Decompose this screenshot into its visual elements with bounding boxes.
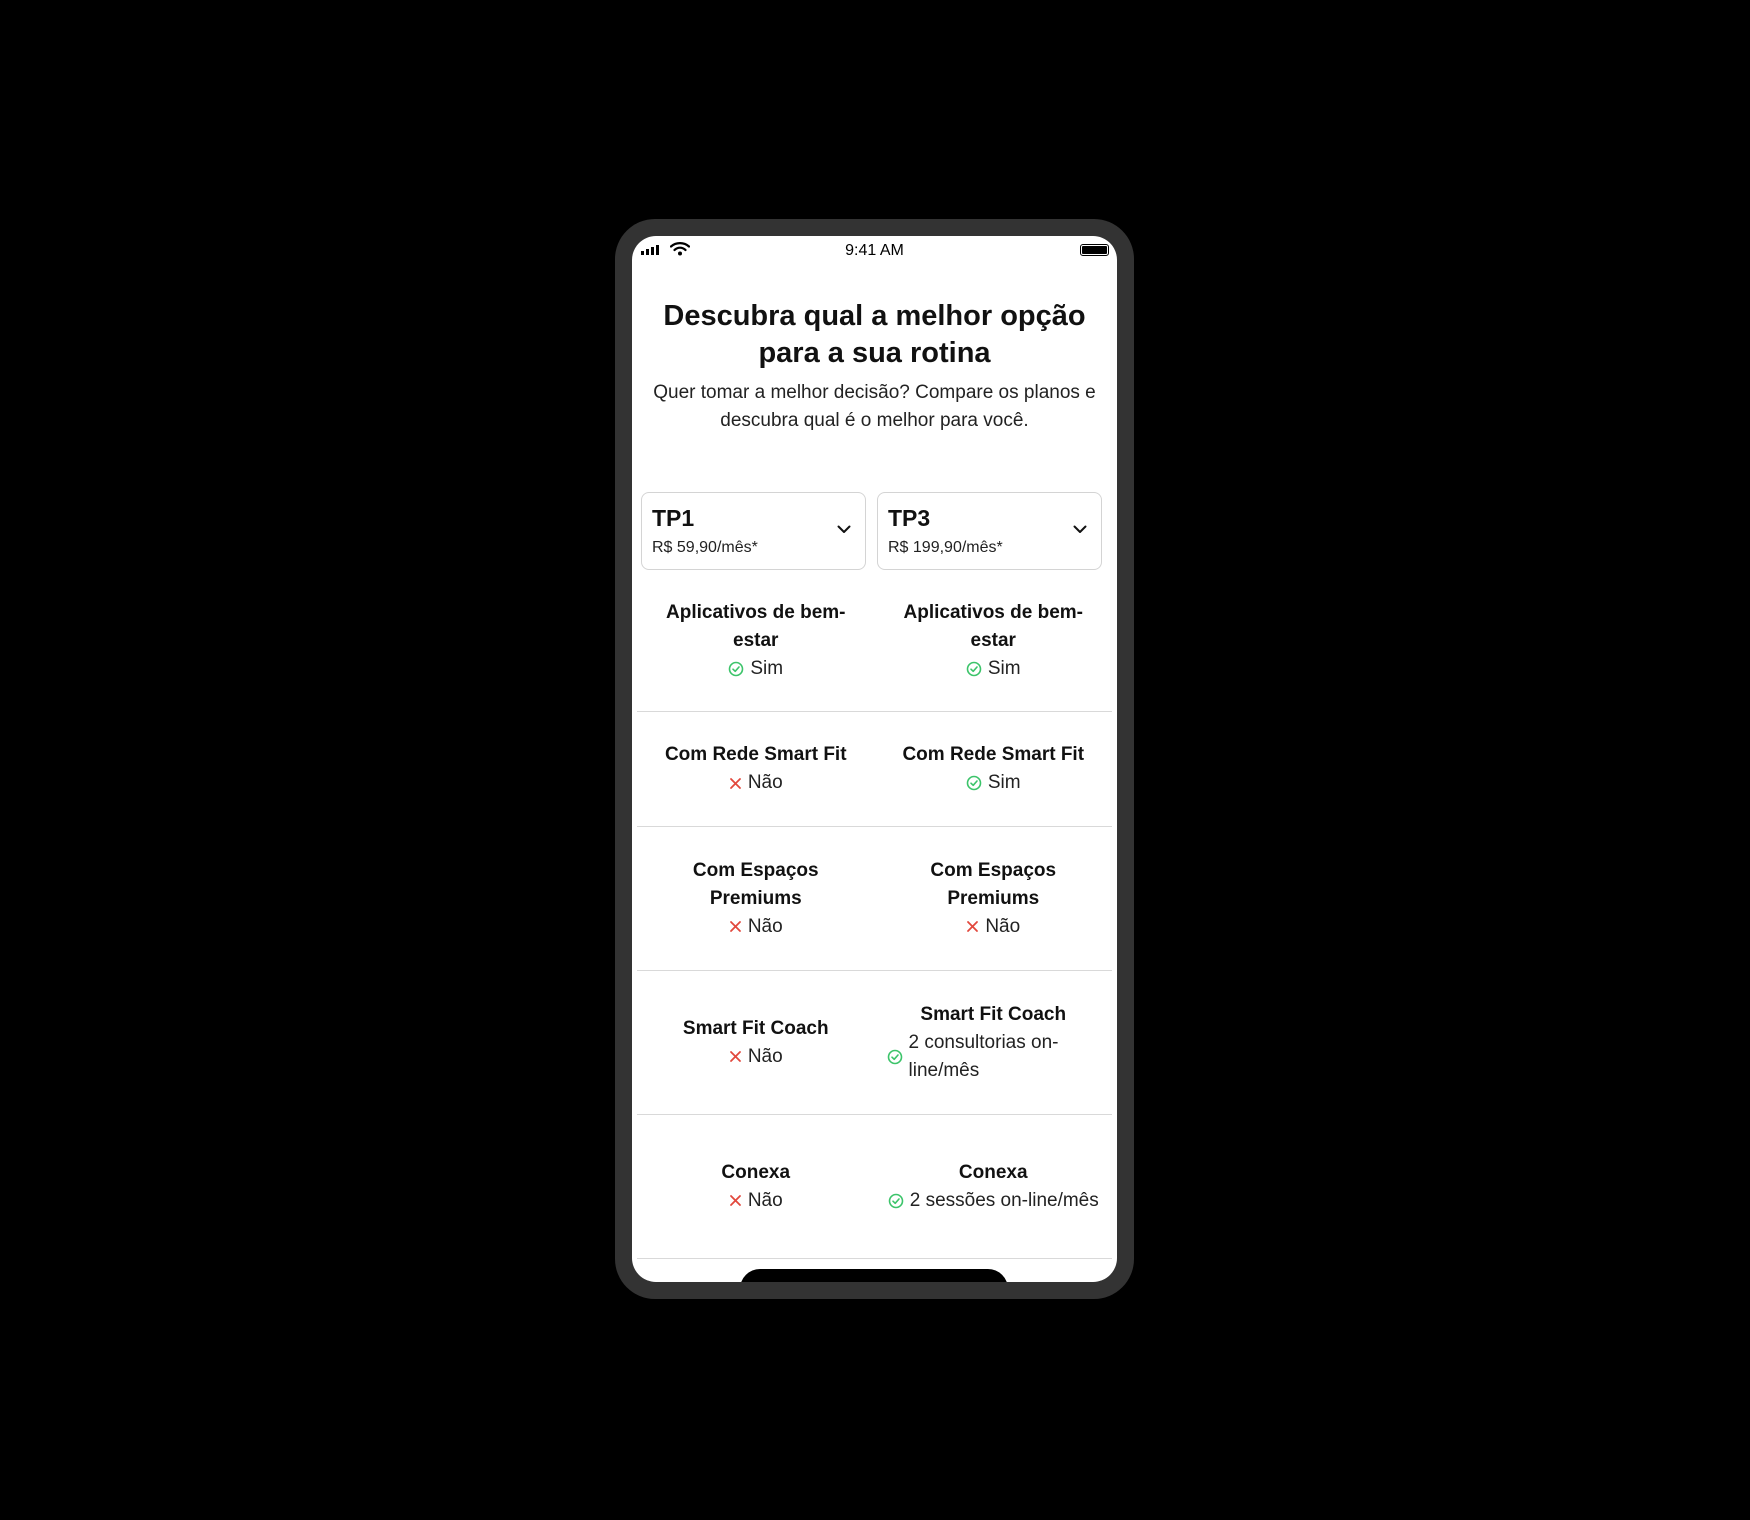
- page-subtitle: Quer tomar a melhor decisão? Compare os planos e descubra qual é o melhor para você.: [653, 382, 1096, 431]
- feature-name: Conexa: [958, 1161, 1028, 1183]
- comparison-cell-right: [875, 712, 1113, 826]
- comparison-cell-left: [637, 1115, 875, 1258]
- comparison-cell-right: [875, 827, 1113, 970]
- comparison-row: [637, 712, 1112, 827]
- feature-name: Com Espaços Premiums: [692, 859, 819, 909]
- comparison-cell-left: [637, 971, 875, 1114]
- feature-name: Conexa: [721, 1161, 791, 1183]
- x-icon: [729, 1194, 742, 1207]
- feature-value: [887, 1029, 1101, 1085]
- feature-name: Smart Fit Coach: [920, 1003, 1067, 1025]
- feature-name: Com Rede Smart Fit: [902, 744, 1085, 765]
- x-icon: [729, 1050, 742, 1063]
- feature-value-text: Sim: [750, 657, 784, 679]
- comparison-table: [637, 570, 1112, 1259]
- comparison-cell-left: [637, 570, 875, 711]
- x-icon: [966, 920, 979, 933]
- feature-value: [728, 655, 783, 683]
- status-time: 9:41 AM: [845, 242, 904, 259]
- feature-value: [888, 1187, 1099, 1215]
- comparison-cell-left: [637, 712, 875, 826]
- plan-price: R$ 199,90/mês*: [888, 539, 1003, 556]
- chevron-down-icon: [837, 525, 851, 534]
- check-circle-icon: [966, 661, 982, 677]
- comparison-cell-right: [875, 1115, 1113, 1258]
- phone-screen: [632, 236, 1117, 1282]
- comparison-cell-left: [637, 827, 875, 970]
- feature-value-text: Não: [747, 772, 783, 793]
- comparison-row: [637, 570, 1112, 712]
- cta-button[interactable]: [740, 1269, 1008, 1282]
- page-title: Descubra qual a melhor opção para a sua rotina: [663, 300, 1086, 369]
- check-circle-icon: [728, 661, 744, 677]
- check-circle-icon: [966, 775, 982, 791]
- plan-name: TP1: [652, 505, 695, 531]
- check-circle-icon: [887, 1049, 903, 1065]
- feature-value: [729, 769, 783, 797]
- plan-price: R$ 59,90/mês*: [652, 539, 758, 556]
- feature-name: Smart Fit Coach: [682, 1017, 829, 1039]
- feature-value: [729, 1043, 783, 1071]
- x-icon: [729, 777, 742, 790]
- feature-value-text: 2 sessões on-line/mês: [909, 1189, 1099, 1211]
- feature-value-text: 2 consultorias on-line/mês: [908, 1031, 1059, 1081]
- feature-value: [729, 1187, 783, 1215]
- plan-selector-left[interactable]: [641, 492, 866, 570]
- battery-icon: [1080, 244, 1109, 256]
- feature-value: [729, 913, 783, 941]
- feature-name: Aplicativos de bem-estar: [666, 601, 846, 651]
- feature-value-text: Sim: [987, 657, 1021, 679]
- feature-value-text: Não: [985, 915, 1021, 937]
- x-icon: [729, 920, 742, 933]
- comparison-cell-right: [875, 570, 1113, 711]
- plan-selector-right[interactable]: [877, 492, 1102, 570]
- comparison-row: [637, 971, 1112, 1115]
- feature-value-text: Não: [747, 915, 783, 937]
- feature-name: Com Espaços Premiums: [930, 859, 1057, 909]
- comparison-row: [637, 827, 1112, 971]
- check-circle-icon: [888, 1193, 904, 1209]
- feature-value: [966, 913, 1020, 941]
- comparison-row: [637, 1115, 1112, 1259]
- chevron-down-icon: [1073, 525, 1087, 534]
- feature-value: [966, 655, 1021, 683]
- feature-value: [966, 769, 1021, 797]
- feature-value-text: Sim: [987, 772, 1021, 793]
- feature-value-text: Não: [747, 1189, 783, 1211]
- status-bar: [632, 236, 1117, 266]
- feature-name: Aplicativos de bem-estar: [903, 601, 1083, 651]
- feature-value-text: Não: [747, 1045, 783, 1067]
- comparison-cell-right: [875, 971, 1113, 1114]
- plan-name: TP3: [888, 505, 931, 531]
- phone-frame: [615, 219, 1134, 1299]
- feature-name: Com Rede Smart Fit: [664, 744, 847, 765]
